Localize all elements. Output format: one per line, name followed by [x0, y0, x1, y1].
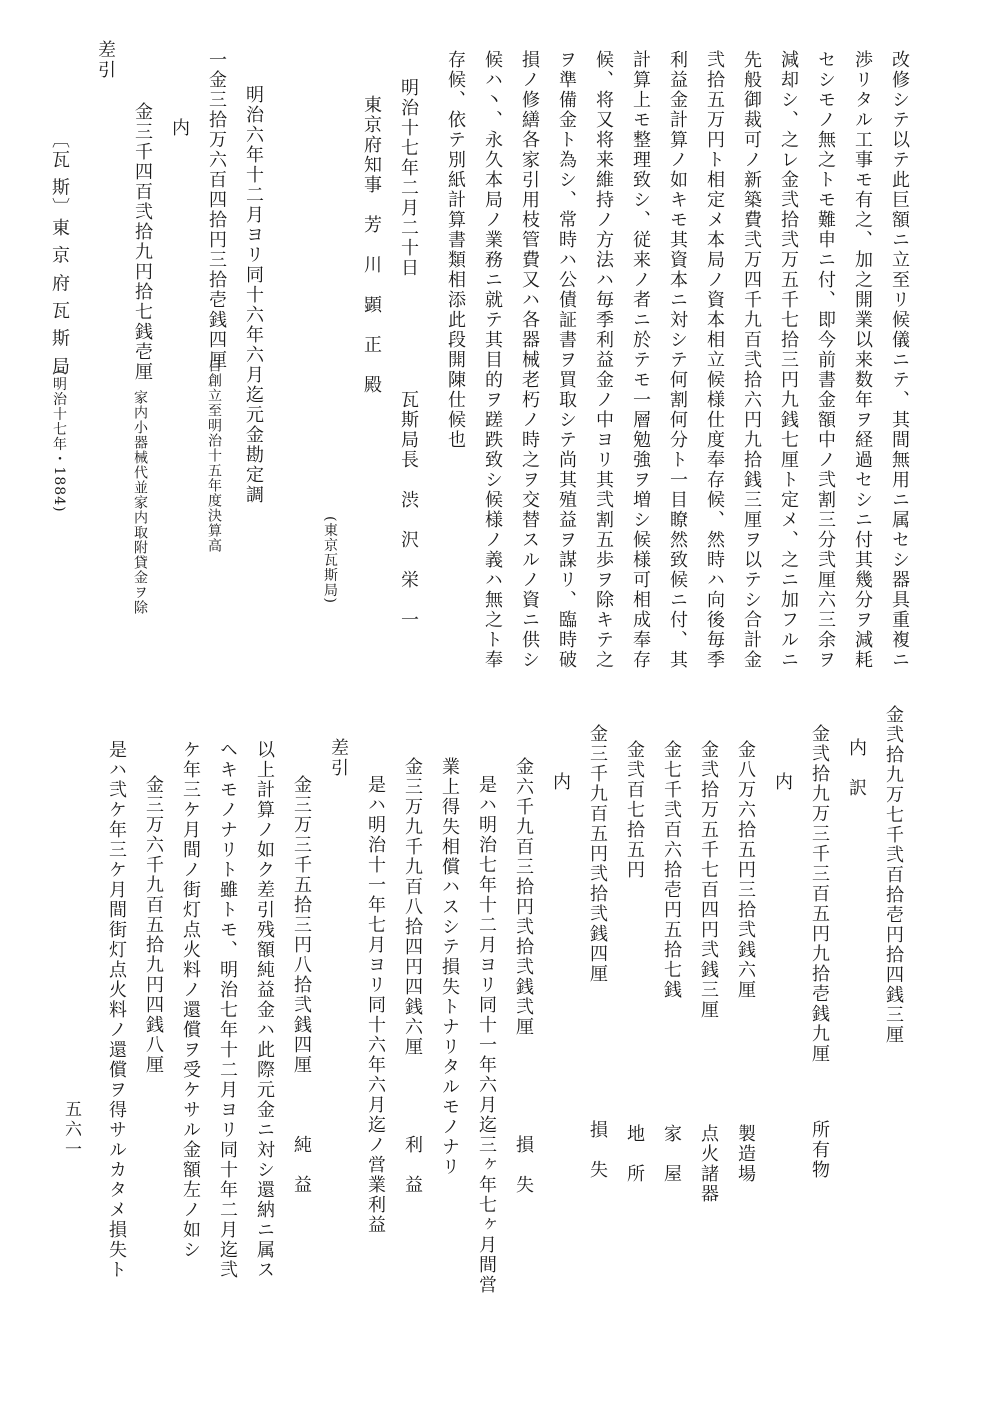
- lower-line-27: 以上計算ノ如ク差引残額純益金ハ此際元金ニ対シ還納ニ属ス: [254, 740, 275, 1280]
- upper-line-8: 計算上モ整理致シ、従来ノ者ニ於テモ一層勉強ヲ増シ候様可相成奉存: [630, 50, 651, 670]
- upper_small-line-3: 家内小器械代並家内取附貸金ヲ除: [132, 390, 148, 615]
- lower-line-7: 製造場: [735, 1124, 756, 1184]
- lower-line-12: 金弐百七拾五円: [624, 740, 645, 880]
- upper-line-5: 先般御裁可ノ新築費弐万四千九百弐拾六円九拾銭三厘ヲ以テシ合計金: [741, 50, 762, 670]
- lower-line-22: 利 益: [402, 1135, 423, 1195]
- lower-line-30: 金三万六千九百五拾九円四銭八厘: [143, 775, 164, 1075]
- upper-line-7: 利益金計算ノ如キモ其資本ニ対シテ何割何分ト一目瞭然致候ニ付、其: [667, 50, 688, 670]
- upper-line-3: セシモノ無之トモ難申ニ付、即今前書金額中ノ弐割三分弐厘六三余ヲ: [815, 50, 836, 670]
- upper-line-6: 弐拾五万円ト相定メ本局ノ資本相立候様仕度奉存候、然時ハ向後毎季: [704, 50, 725, 670]
- lower-line-6: 金八万六拾五円三拾弐銭六厘: [735, 740, 756, 1000]
- lower-line-16: 損 失: [587, 1120, 608, 1180]
- footer-era: (明治十七年・1884): [51, 370, 67, 513]
- lower-line-2: 内 訳: [846, 738, 867, 798]
- lower-line-26: 純 益: [291, 1135, 312, 1195]
- lower-line-10: 金七千弐百六拾壱円五拾七銭: [661, 740, 682, 1000]
- upper-line-11: 損ノ修繕各家引用枝管費又ハ各器械老朽ノ時之ヲ交替スルノ資ニ供シ: [519, 50, 540, 670]
- lower-line-23: 是ハ明治十一年七月ヨリ同十六年六月迄ノ営業利益: [365, 775, 386, 1235]
- lower-line-14: 金三千九百五円弐拾弐銭四厘: [587, 724, 608, 984]
- upper-line-2: 渉リタル工事モ有之、加之開業以来数年ヲ経過セシニ付其幾分ヲ減耗: [852, 50, 873, 670]
- lower-line-1: 金弐拾九万七千弐百拾壱円拾四銭三厘: [883, 705, 904, 1045]
- upper-line-13: 存候、依テ別紙計算書類相添此段開陳仕候也: [445, 50, 466, 450]
- upper_small-line-2: 自創立至明治十五年度決算高: [206, 358, 222, 553]
- upper-line-1: 改修シテ以テ此巨額ニ立至リ候儀ニテ、其間無用ニ属セシ器具重複ニ: [889, 50, 910, 670]
- lower-line-11: 家 屋: [661, 1124, 682, 1184]
- lower-line-4: 所有物: [809, 1120, 830, 1180]
- lower-line-5: 内: [772, 772, 793, 792]
- upper-line-9: 候、将又将来維持ノ方法ハ毎季利益金ノ中ヨリ其弐割五歩ヲ除キテ之: [593, 50, 614, 670]
- lower-line-3: 金弐拾九万三千三百五円九拾壱銭九厘: [809, 724, 830, 1064]
- upper-line-18: 一金三拾万六百四拾円三拾壱銭四厘: [206, 50, 227, 370]
- upper-line-16: 東京府知事 芳 川 顕 正 殿: [361, 95, 382, 395]
- lower-line-13: 地 所: [624, 1124, 645, 1184]
- upper-line-19: 内: [169, 118, 190, 138]
- lower-line-29: ケ年三ケ月間ノ街灯点火料ノ還償ヲ受ケサル金額左ノ如シ: [180, 740, 201, 1260]
- lower-line-18: 損 失: [513, 1135, 534, 1195]
- footer-gas-tag: 〔瓦 斯〕: [49, 130, 70, 218]
- upper-line-14: 明治十七年二月二十日: [398, 78, 419, 278]
- lower-line-19: 是ハ明治七年十二月ヨリ同十一年六月迄三ヶ年七ヶ月間営: [476, 775, 497, 1295]
- upper-line-15: 瓦斯局長 渋 沢 栄 一: [398, 390, 419, 630]
- footer-bureau: 東 京 府 瓦 斯 局: [49, 218, 70, 377]
- upper-line-17: 明治六年十二月ヨリ同十六年六月迄元金勘定調: [243, 85, 264, 505]
- lower-line-25: 金三万三千五拾三円八拾弐銭四厘: [291, 775, 312, 1075]
- lower-line-17: 金六千九百三拾円弐拾弐銭弐厘: [513, 757, 534, 1037]
- lower-line-8: 金弐拾万五千七百四円弐銭三厘: [698, 740, 719, 1020]
- upper-line-4: 減却シ、之レ金弐拾弐万五千七拾三円九銭七厘ト定メ、之ニ加フルニ: [778, 50, 799, 670]
- upper-line-12: 候ハ丶、永久本局ノ業務ニ就テ其目的ヲ蹉跌致シ候様ノ義ハ無之ト奉: [482, 50, 503, 670]
- page-number: 五六一: [61, 1100, 81, 1160]
- lower-line-9: 点火諸器: [698, 1124, 719, 1204]
- upper_small-line-1: (東京瓦斯局): [322, 516, 338, 604]
- lower-line-21: 金三万九千九百八拾四円四銭六厘: [402, 757, 423, 1057]
- upper-line-10: ヲ準備金ト為シ、常時ハ公債証書ヲ買取シテ尚其殖益ヲ謀リ、臨時破: [556, 50, 577, 670]
- upper-line-20: 金三千四百弐拾九円拾七銭壱厘: [132, 102, 153, 382]
- upper-line-21: 差引: [95, 40, 116, 80]
- lower-line-15: 内: [550, 772, 571, 792]
- lower-line-28: ヘキモノナリト雖トモ、明治七年十二月ヨリ同十年二月迄弐: [217, 740, 238, 1280]
- lower-line-20: 業上得失相償ハスシテ損失トナリタルモノナリ: [439, 757, 460, 1177]
- lower-line-24: 差引: [328, 738, 349, 778]
- lower-line-31: 是ハ弐ケ年三ケ月間街灯点火料ノ還償ヲ得サルカタメ損失ト: [106, 740, 127, 1280]
